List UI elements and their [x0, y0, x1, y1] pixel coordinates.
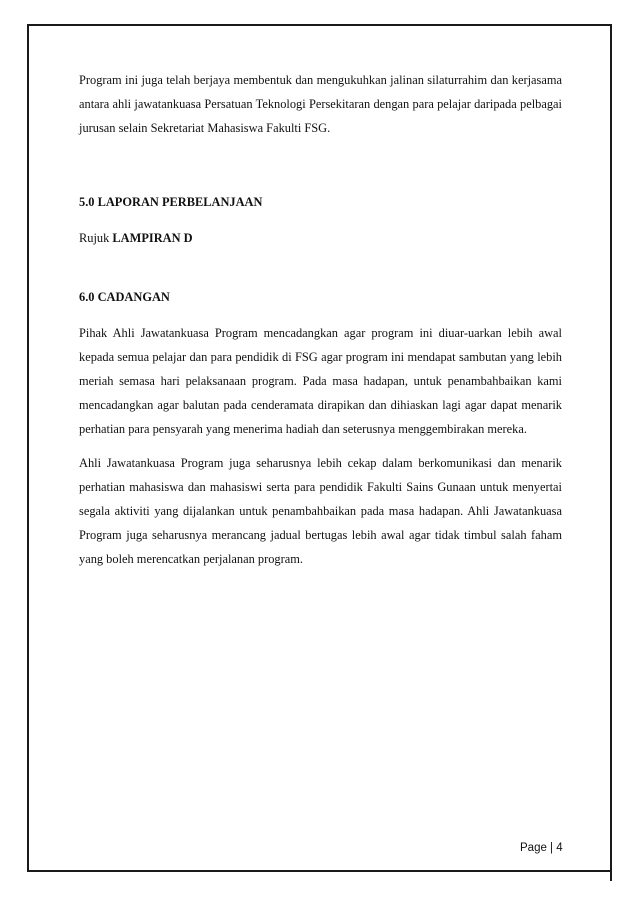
page-border-tick [610, 855, 612, 881]
appendix-reference-prefix: Rujuk [79, 231, 110, 245]
appendix-reference [79, 226, 562, 250]
intro-paragraph: Program ini juga telah berjaya membentuk dan mengukuhkan jalinan silaturrahim dan kerjasama antara ahli jawatankuasa Persatuan Teknologi Persekitaran dengan para pelajar daripada pelbagai jurusan selain Sekretariat Mahasiswa Fakulti FSG. [79, 73, 562, 135]
cadangan-paragraph-2: Ahli Jawatankuasa Program juga seharusnya lebih cekap dalam berkomunikasi dan menarik perhatian mahasiswa dan mahasiswi serta para pendidik Fakulti Sains Gunaan untuk menyertai segala aktiviti yang dijalankan untuk penambahbaikan pada masa hadapan. Ahli Jawatankuasa Program juga seharusnya merancang jadual bertugas lebih awal agar tidak timbul salah faham yang boleh merencatkan perjalanan program. [79, 456, 562, 566]
cadangan-paragraph-1: Pihak Ahli Jawatankuasa Program mencadangkan agar program ini diuar-uarkan lebih awal kepada semua pelajar dan para pendidik di FSG agar program ini mendapat sambutan yang lebih meriah semasa hari pelaksanaan program. Pada masa hadapan, untuk penambahbaikan kami mencadangkan agar balutan pada cenderamata dirapikan dan dihiaskan lagi agar dapat menarik perhatian para pensyarah yang menerima hadiah dan seterusnya menggembirakan mereka. [79, 326, 562, 436]
section-heading-cadangan: 6.0 CADANGAN [79, 290, 170, 304]
section-heading-laporan-perbelanjaan: 5.0 LAPORAN PERBELANJAAN [79, 195, 263, 209]
document-body [79, 68, 562, 571]
appendix-reference-target: LAMPIRAN D [112, 231, 193, 245]
page-number: Page | 4 [520, 842, 563, 854]
